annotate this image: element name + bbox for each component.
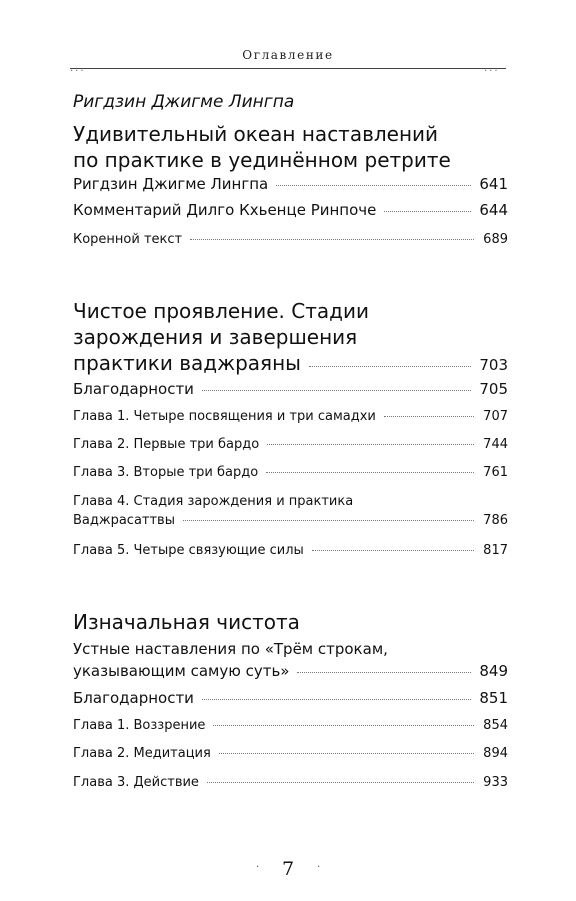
toc-entry[interactable]	[73, 380, 508, 404]
toc-entry-page: 703	[479, 356, 508, 374]
section-1-author: Ригдзин Джигме Лингпа	[73, 92, 295, 112]
toc-entry[interactable]	[73, 543, 508, 567]
dot-leader	[207, 782, 474, 783]
toc-entry[interactable]	[73, 718, 508, 742]
page-number: 7	[281, 858, 295, 880]
toc-entry-text: Глава 5. Четыре связующие силы	[73, 543, 304, 558]
toc-entry-text: Глава 2. Первые три бардо	[73, 437, 260, 452]
toc-entry-text: Коренной текст	[73, 232, 183, 247]
toc-entry[interactable]	[73, 201, 508, 225]
section-2-title-row[interactable]	[73, 351, 508, 377]
toc-entry[interactable]	[73, 232, 508, 256]
section-1-title-line-1: Удивительный океан наставлений	[73, 122, 439, 146]
dot-leader	[183, 520, 474, 521]
toc-entry-page: 644	[479, 201, 508, 219]
toc-entry-text: Благодарности	[73, 689, 194, 707]
toc-entry-page: 761	[483, 465, 508, 480]
dot-leader	[276, 185, 471, 186]
toc-entry[interactable]	[73, 409, 508, 433]
folio-dot-right: ·	[317, 862, 321, 873]
toc-entry-text: Глава 3. Действие	[73, 775, 199, 790]
toc-entry-page: 933	[483, 775, 508, 790]
toc-entry-page: 705	[479, 380, 508, 398]
dot-leader	[267, 444, 474, 445]
toc-entry-page: 744	[483, 437, 508, 452]
section-3-title: Изначальная чистота	[73, 610, 300, 634]
toc-entry-page: 786	[483, 513, 508, 528]
dot-leader	[266, 472, 474, 473]
toc-entry-page: 689	[483, 232, 508, 247]
head-dots-right: ...	[484, 63, 500, 74]
running-head: Оглавление	[242, 48, 334, 62]
toc-entry[interactable]	[73, 437, 508, 461]
toc-entry-text-line-1: Глава 4. Стадия зарождения и практика	[73, 494, 354, 509]
toc-entry-page: 707	[483, 409, 508, 424]
toc-entry[interactable]	[73, 465, 508, 489]
toc-entry-page: 817	[483, 543, 508, 558]
section-2-title-line-2: зарождения и завершения	[73, 325, 358, 349]
toc-entry-page: 851	[479, 689, 508, 707]
toc-entry-text: Глава 3. Вторые три бардо	[73, 465, 259, 480]
toc-entry[interactable]	[73, 175, 508, 199]
dot-leader	[202, 390, 471, 391]
toc-entry-text: Глава 2. Медитация	[73, 746, 211, 761]
toc-entry[interactable]	[73, 662, 508, 686]
toc-entry[interactable]	[73, 746, 508, 770]
dot-leader	[384, 211, 471, 212]
dot-leader	[297, 672, 471, 673]
toc-entry-page: 641	[479, 175, 508, 193]
dot-leader	[202, 699, 471, 700]
head-rule	[70, 68, 506, 69]
toc-entry-text: Благодарности	[73, 380, 194, 398]
toc-entry[interactable]	[73, 689, 508, 713]
dot-leader	[384, 416, 474, 417]
dot-leader	[309, 366, 471, 367]
dot-leader	[213, 725, 474, 726]
toc-entry-text: Комментарий Дилго Кхьенце Ринпоче	[73, 201, 377, 219]
toc-entry-text: Глава 1. Воззрение	[73, 718, 206, 733]
toc-entry-text: Ригдзин Джигме Лингпа	[73, 175, 269, 193]
section-3-subtitle-line-1: Устные наставления по «Трём строкам,	[73, 640, 388, 658]
toc-entry[interactable]	[73, 513, 508, 537]
toc-entry-page: 849	[479, 662, 508, 680]
toc-entry[interactable]	[73, 775, 508, 799]
folio-dot-left: ·	[256, 862, 260, 873]
section-1-title-line-2: по практике в уединённом ретрите	[73, 148, 451, 172]
head-dots-left: ...	[70, 63, 86, 74]
toc-entry-page: 854	[483, 718, 508, 733]
toc-entry-page: 894	[483, 746, 508, 761]
dot-leader	[312, 550, 474, 551]
dot-leader	[190, 239, 474, 240]
section-2-title-line-3: практики ваджраяны	[73, 351, 301, 375]
toc-entry-text: Глава 1. Четыре посвящения и три самадхи	[73, 409, 376, 424]
toc-entry-text-line-2: Ваджрасаттвы	[73, 513, 175, 528]
section-3-subtitle-line-2: указывающим самую суть»	[73, 662, 290, 680]
section-2-title-line-1: Чистое проявление. Стадии	[73, 299, 369, 323]
dot-leader	[219, 753, 474, 754]
